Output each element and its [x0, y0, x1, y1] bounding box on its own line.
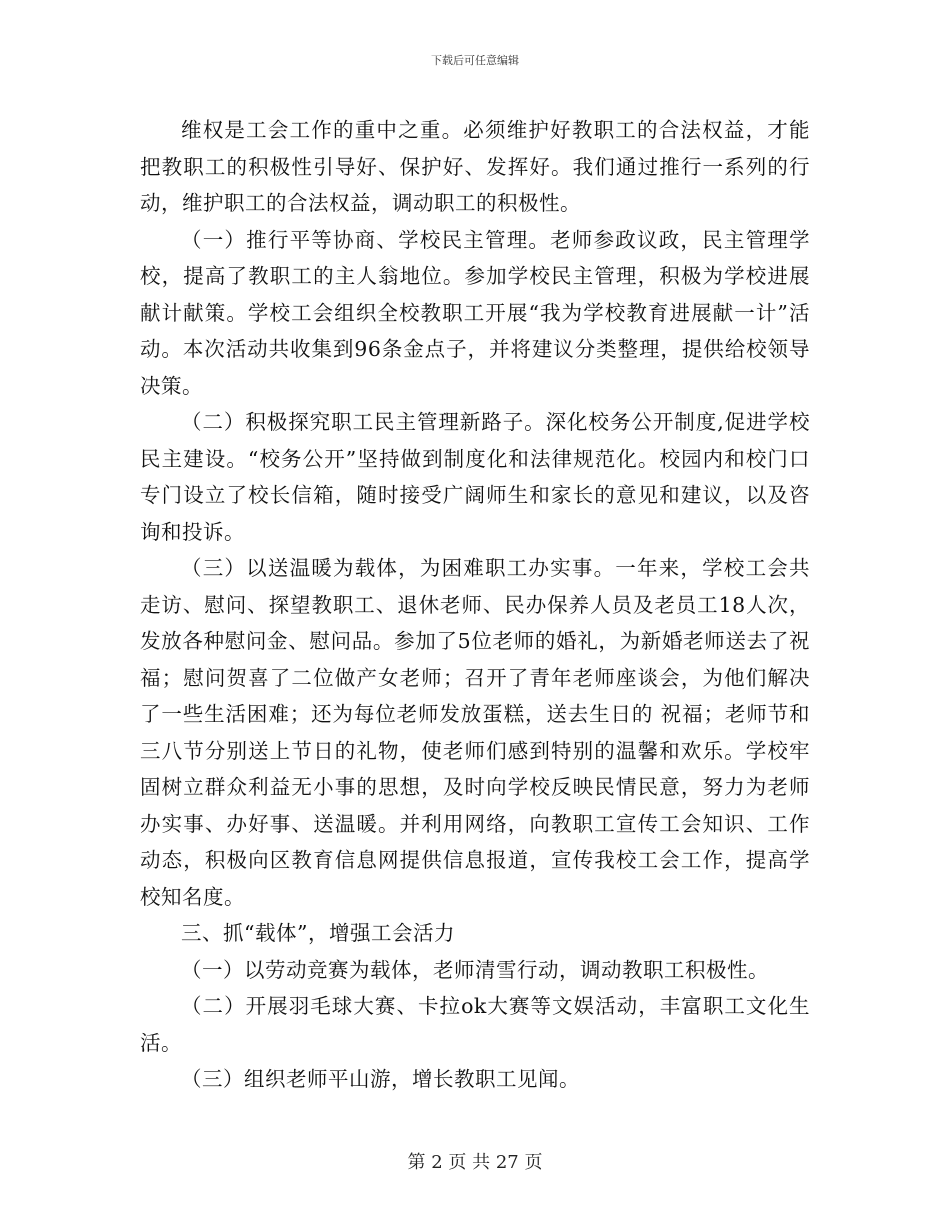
section-heading: 三、抓“载体”，增强工会活力	[181, 921, 455, 945]
list-item: （三）组织老师平山游，增长教职工见闻。	[181, 1067, 580, 1091]
paragraph-warmth: （三）以送温暖为载体，为困难职工办实事。一年来，学校工会共走访、慰问、探望教职工、退休老师、民办保养人员及老员工18人次，发放各种慰问金、慰问品。参加了5位老师的婚礼，为新婚老师送去了祝福；慰问贺喜了二位做产女老师；召开了青年老师座谈会，为他们解决了一些生活困难；还为每位老师发放蛋糕，送去生日的 祝福；老师节和三八节分别送上节日的礼物，使老师们感到特别的温馨和欢乐。学校牢固树立群众利益无小事的思想，及时向学校反映民情民意，努力为老师办实事、办好事、送温暖。并利用网络，向教职工宣传工会知识、工作动态，积极向区教育信息网提供信息报道，宣传我校工会工作，提高学校知名度。	[140, 556, 810, 909]
paragraph-democratic-management: （一）推行平等协商、学校民主管理。老师参政议政，民主管理学校，提高了教职工的主人翁地位。参加学校民主管理，积极为学校进展献计献策。学校工会组织全校教职工开展“我为学校教育进展献一计”活动。本次活动共收集到96条金点子，并将建议分类整理，提供给校领导决策。	[140, 227, 810, 398]
paragraph-new-approach: （二）积极探究职工民主管理新路子。深化校务公开制度,促进学校民主建设。“校务公开”坚持做到制度化和法律规范化。校园内和校门口专门设立了校长信箱，随时接受广阔师生和家长的意见和建议，以及咨询和投诉。	[140, 410, 810, 544]
list-item: （二）开展羽毛球大赛、卡拉ok大赛等文娱活动，丰富职工文化生活。	[140, 994, 810, 1055]
paragraph-rights: 维权是工会工作的重中之重。必须维护好教职工的合法权益，才能把教职工的积极性引导好、保护好、发挥好。我们通过推行一系列的行动，维护职工的合法权益，调动职工的积极性。	[140, 118, 810, 215]
list-item: （一）以劳动竞赛为载体，老师清雪行动，调动教职工积极性。	[181, 957, 769, 982]
page-number: 第 2 页 共 27 页	[407, 1152, 543, 1173]
document-body	[140, 112, 810, 1098]
page-header-note: 下载后可任意编辑	[431, 54, 519, 67]
